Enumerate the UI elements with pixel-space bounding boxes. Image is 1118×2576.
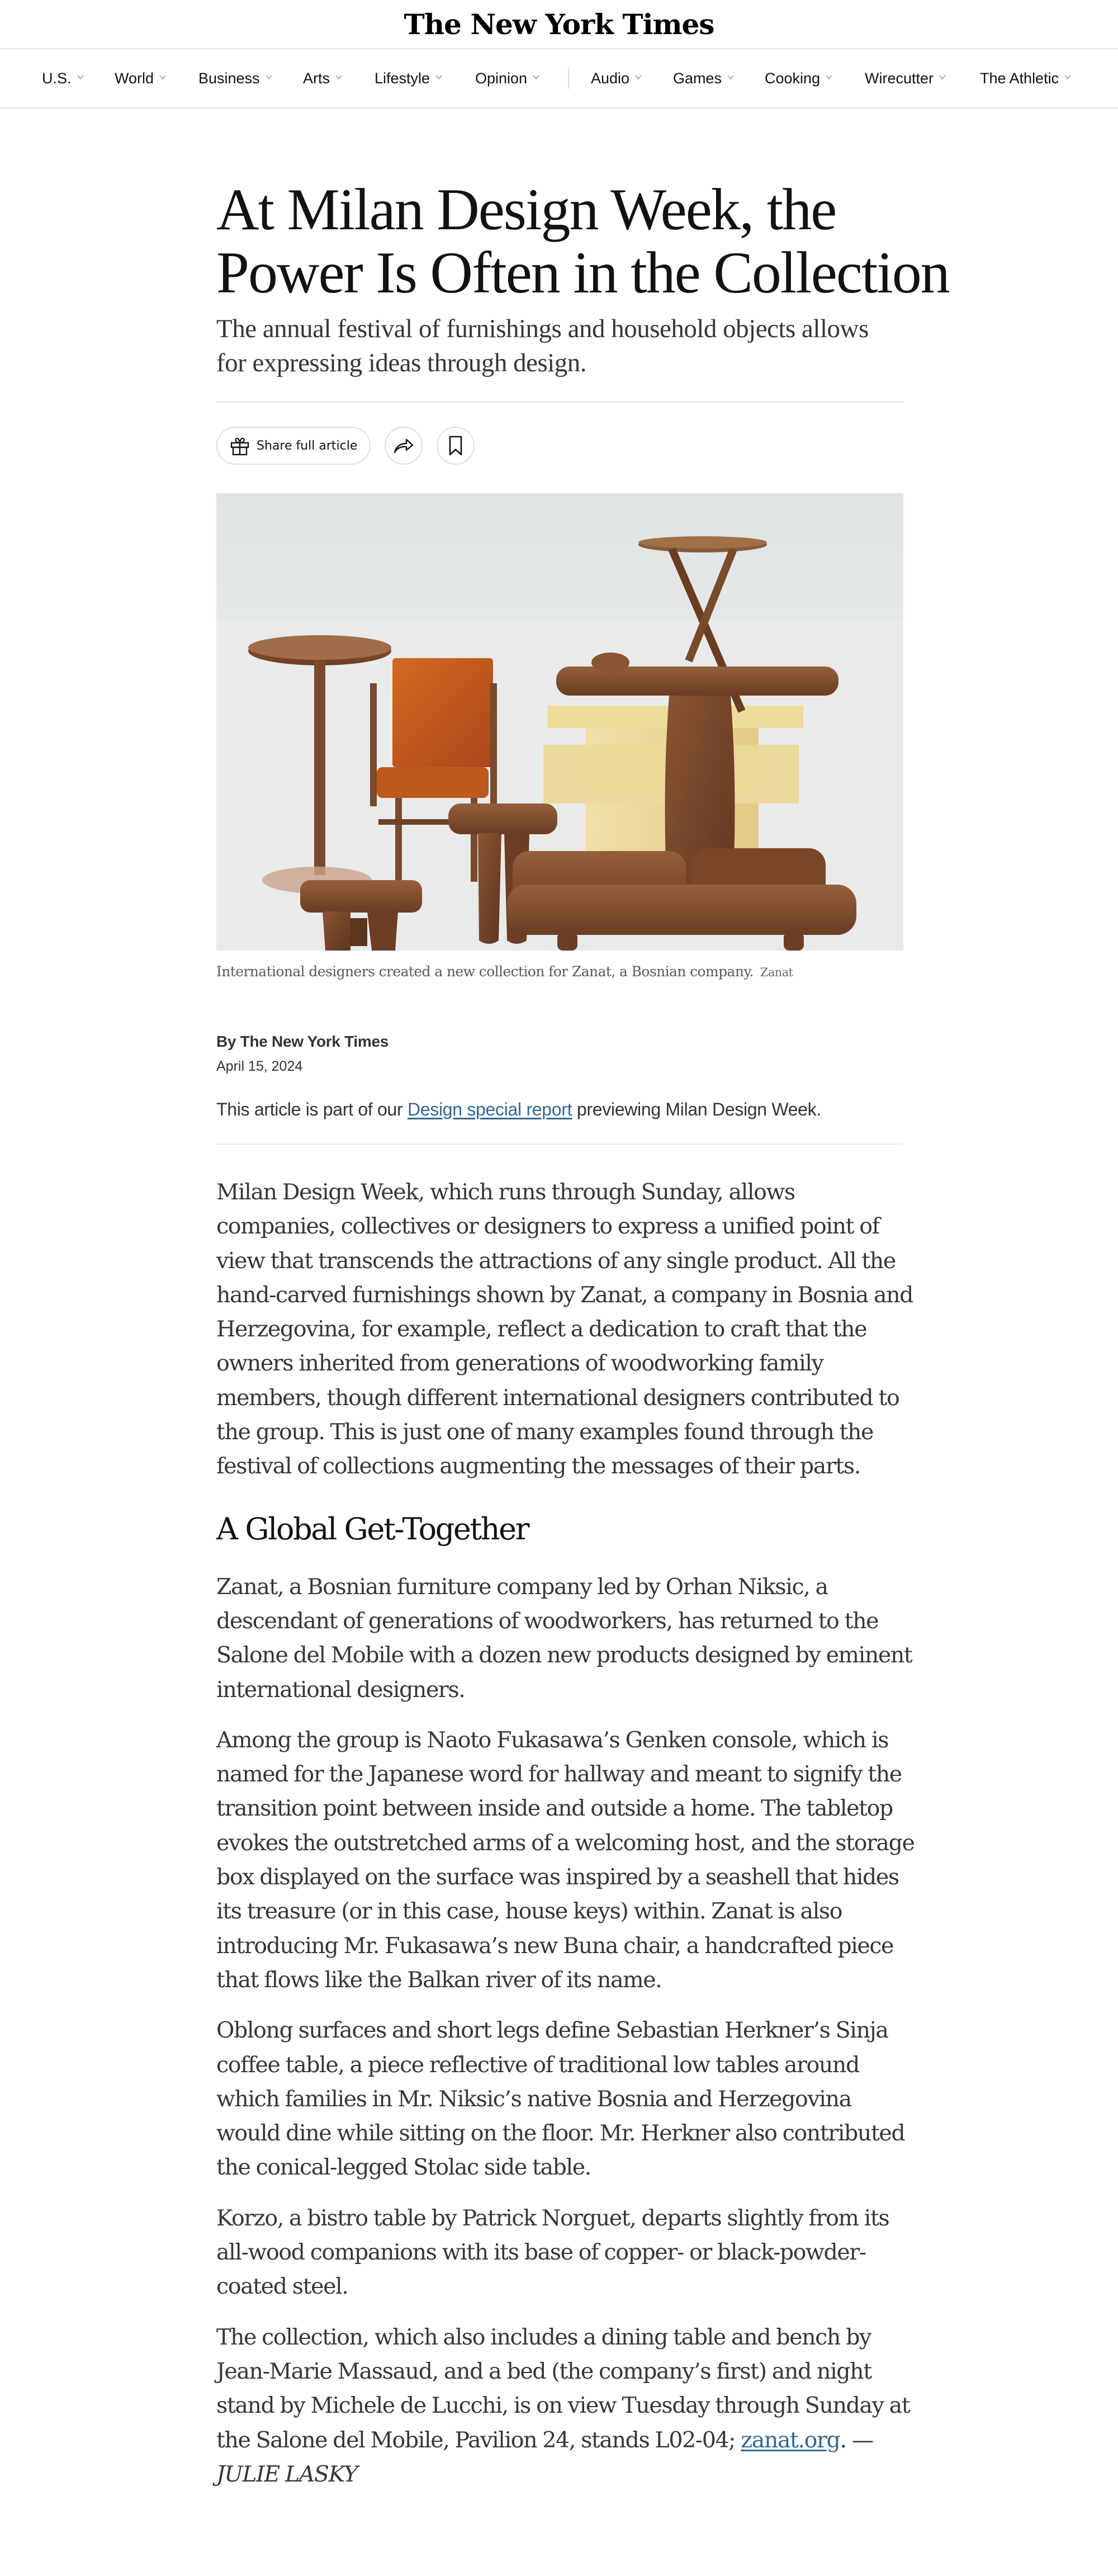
chevron-down-icon xyxy=(826,74,832,80)
nav-item-audio[interactable] xyxy=(591,49,642,107)
chevron-down-icon xyxy=(77,74,84,80)
nav-item-label: Games xyxy=(673,69,722,87)
nav-item-cooking[interactable] xyxy=(765,49,832,107)
paragraph-line: named for the Japanese word for hallway and meant to signify the xyxy=(216,1761,902,1788)
paragraph-line: companies, collectives or designers to express a unified point of xyxy=(216,1213,879,1240)
nav-item-the-athletic[interactable] xyxy=(980,49,1071,107)
lead-photo xyxy=(216,493,903,951)
share-full-article-button[interactable] xyxy=(216,427,371,465)
nav-item-lifestyle[interactable] xyxy=(375,49,442,107)
nav-item-wirecutter[interactable] xyxy=(865,49,946,107)
nav-item-label: Business xyxy=(198,69,260,87)
paragraph-line xyxy=(216,2423,903,2457)
article-paragraph xyxy=(216,1723,915,1997)
zanat-website-link[interactable]: zanat.org xyxy=(741,2427,840,2453)
section-heading: A Global Get-Together xyxy=(216,1511,529,1547)
furniture-collection-image xyxy=(216,493,903,951)
paragraph-line: owners inherited from generations of woodworking family xyxy=(216,1350,823,1377)
divider xyxy=(216,1143,903,1145)
paragraph-line: Herzegovina, for example, reflect a dedication to craft that the xyxy=(216,1316,867,1343)
chevron-down-icon xyxy=(159,74,166,80)
share-full-article-label: Share full article xyxy=(257,438,358,453)
paragraph-line: hand-carved furnishings shown by Zanat, a company in Bosnia and xyxy=(216,1282,913,1308)
paragraph-line: box displayed on the surface was inspired by a seashell that hides xyxy=(216,1864,899,1890)
gift-icon xyxy=(229,434,251,457)
article-paragraph xyxy=(216,2201,903,2304)
design-special-report-link[interactable]: Design special report xyxy=(407,1099,572,1119)
paragraph-text: . — xyxy=(840,2427,873,2453)
nyt-logo[interactable]: The New York Times xyxy=(404,7,714,41)
section-nav xyxy=(0,48,1118,108)
paragraph-line: Zanat, a Bosnian furniture company led by Orhan Niksic, a xyxy=(216,1573,828,1600)
article-paragraph xyxy=(216,1570,912,1707)
series-note xyxy=(216,1098,903,1121)
paragraph-line: Korzo, a bistro table by Patrick Norguet, departs slightly from its xyxy=(216,2205,889,2231)
chevron-down-icon xyxy=(335,74,342,80)
paragraph-line: Among the group is Naoto Fukasawa’s Genken console, which is xyxy=(216,1727,889,1753)
paragraph-line: members, though different international designers contributed to xyxy=(216,1384,899,1411)
paragraph-line: would dine while sitting on the floor. Mr. Herkner also contributed xyxy=(216,2120,905,2147)
divider xyxy=(216,401,903,403)
nav-item-label: Audio xyxy=(591,69,630,87)
chevron-down-icon xyxy=(1064,74,1071,80)
paragraph-line: the conical-legged Stolac side table. xyxy=(216,2154,591,2181)
chevron-down-icon xyxy=(727,74,734,80)
summary-line: for expressing ideas through design. xyxy=(216,348,587,377)
paragraph-line: view that transcends the attractions of any single product. All the xyxy=(216,1247,896,1274)
headline-line: Power Is Often in the Collection xyxy=(216,240,949,305)
paragraph-line: coffee table, a piece reflective of traditional low tables around xyxy=(216,2052,859,2078)
paragraph-line: The collection, which also includes a dining table and bench by xyxy=(216,2324,871,2350)
nav-item-label: Lifestyle xyxy=(375,69,430,87)
publish-date: April 15, 2024 xyxy=(216,1058,303,1074)
paragraph-line: the group. This is just one of many examples found through the xyxy=(216,1419,874,1445)
article xyxy=(216,177,949,2492)
paragraph-line: that flows like the Balkan river of its name. xyxy=(216,1967,662,1993)
paragraph-line: festival of collections augmenting the messages of their parts. xyxy=(216,1453,860,1480)
bookmark-icon xyxy=(448,436,463,456)
nav-item-arts[interactable] xyxy=(303,49,342,107)
nav-item-business[interactable] xyxy=(198,49,272,107)
paragraph-line: Jean-Marie Massaud, and a bed (the company’s first) and night xyxy=(216,2358,871,2384)
chevron-down-icon xyxy=(635,74,642,80)
chevron-down-icon xyxy=(266,74,272,80)
chevron-down-icon xyxy=(435,74,442,80)
share-arrow-icon xyxy=(393,437,414,454)
share-toolbar xyxy=(216,427,903,465)
series-note-text: previewing Milan Design Week. xyxy=(572,1099,821,1119)
paragraph-line: which families in Mr. Niksic’s native Bosnia and Herzegovina xyxy=(216,2086,851,2112)
paragraph-line: Milan Design Week, which runs through Sunday, allows xyxy=(216,1179,795,1205)
byline: By The New York Times xyxy=(216,1033,389,1050)
masthead xyxy=(0,0,1118,48)
photo-credit: Zanat xyxy=(760,966,793,979)
nav-item-label: Arts xyxy=(303,69,330,87)
chevron-down-icon xyxy=(533,74,539,80)
article-headline xyxy=(216,177,949,305)
nav-separator xyxy=(568,69,569,89)
series-note-text: This article is part of our xyxy=(216,1099,408,1119)
nav-item-label: Wirecutter xyxy=(865,69,934,87)
paragraph-line: introducing Mr. Fukasawa’s new Buna chair, a handcrafted piece xyxy=(216,1932,894,1959)
nav-item-label: The Athletic xyxy=(980,69,1059,87)
nav-item-us[interactable] xyxy=(42,49,84,107)
nav-item-games[interactable] xyxy=(673,49,734,107)
nav-item-label: Cooking xyxy=(765,69,821,87)
caption-text: International designers created a new collection for Zanat, a Bosnian company. xyxy=(216,963,754,980)
save-button[interactable] xyxy=(437,427,475,465)
paragraph-line: its treasure (or in this case, house keys) within. Zanat is also xyxy=(216,1898,842,1925)
article-paragraph xyxy=(216,1175,913,1484)
paragraph-text: the Salone del Mobile, Pavilion 24, stands L02-04; xyxy=(216,2427,741,2453)
article-paragraph xyxy=(216,2320,910,2492)
paragraph-line: all-wood companions with its base of copper- or black-powder- xyxy=(216,2239,866,2266)
article-body xyxy=(216,1175,915,2492)
paragraph-line: Oblong surfaces and short legs define Sebastian Herkner’s Sinja xyxy=(216,2017,888,2044)
nav-item-label: Opinion xyxy=(475,69,528,87)
headline-line: At Milan Design Week, the xyxy=(216,177,836,242)
paragraph-line: Salone del Mobile with a dozen new products designed by eminent xyxy=(216,1642,912,1669)
nav-item-label: World xyxy=(115,69,154,87)
summary-line: The annual festival of furnishings and household objects allows xyxy=(216,314,869,343)
paragraph-line: transition point between inside and outside a home. The tabletop xyxy=(216,1795,893,1822)
nav-item-label: U.S. xyxy=(42,69,72,87)
author-signature: JULIE LASKY xyxy=(216,2461,358,2487)
nav-item-world[interactable] xyxy=(115,49,166,107)
paragraph-line: stand by Michele de Lucchi, is on view Tuesday through Sunday at xyxy=(216,2393,910,2419)
photo-caption xyxy=(216,961,903,984)
nav-item-opinion[interactable] xyxy=(475,49,539,107)
article-summary xyxy=(216,312,903,380)
paragraph-line: descendant of generations of woodworkers, has returned to the xyxy=(216,1608,879,1634)
paragraph-line: international designers. xyxy=(216,1676,465,1703)
paragraph-line: evokes the outstretched arms of a welcoming host, and the storage xyxy=(216,1830,915,1856)
chevron-down-icon xyxy=(939,74,946,80)
share-button[interactable] xyxy=(385,427,423,465)
paragraph-line: coated steel. xyxy=(216,2274,348,2300)
article-paragraph xyxy=(216,2013,903,2185)
article-paragraphs xyxy=(216,1570,915,2304)
